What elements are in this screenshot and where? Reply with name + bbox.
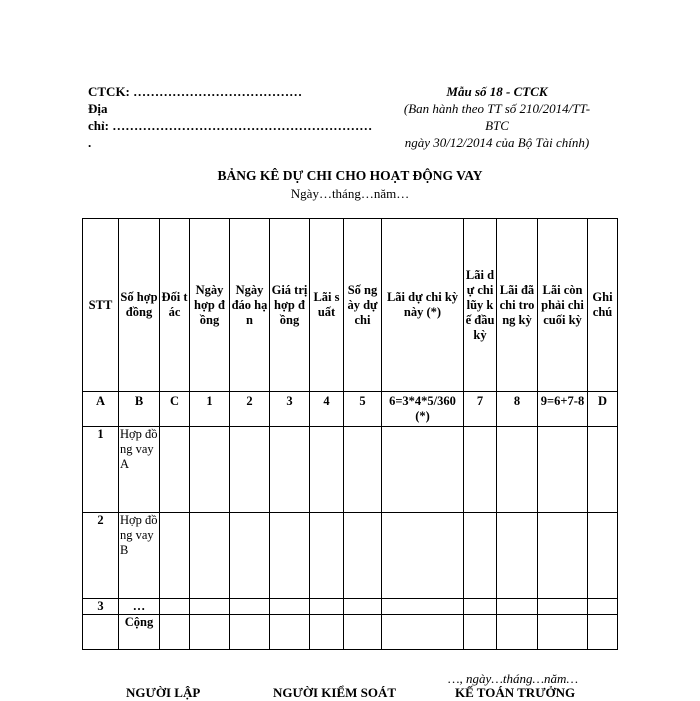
signer-preparer: NGƯỜI LẬP	[126, 685, 201, 700]
form-number: Mẫu số 18 - CTCK	[446, 84, 548, 99]
sign-date: …, ngày…tháng…năm…	[448, 671, 579, 686]
address-line-2: chỉ: ……………………………………………………	[88, 118, 373, 133]
document-title: BẢNG KÊ DỰ CHI CHO HOẠT ĐỘNG VAY	[217, 168, 483, 183]
col-header: Ghi chú	[588, 219, 618, 392]
col-code: 6=3*4*5/360 (*)	[382, 392, 464, 427]
signer-chief-accountant: KẾ TOÁN TRƯỞNG	[455, 685, 576, 700]
row-stt: 2	[83, 513, 119, 599]
col-header: Số hợp đồng	[119, 219, 160, 392]
col-code: 1	[190, 392, 230, 427]
company-info	[88, 83, 378, 151]
table-row	[83, 599, 618, 615]
address-line-1: Địa	[88, 101, 108, 116]
col-code: C	[160, 392, 190, 427]
col-header: STT	[83, 219, 119, 392]
table-row	[83, 427, 618, 513]
col-header: Lãi còn phải chi cuối kỳ	[538, 219, 588, 392]
col-code: 5	[344, 392, 382, 427]
issued-line-1: (Ban hành theo TT số 210/2014/TT-	[403, 101, 591, 116]
row-contract-name: Hợp đồng vay A	[119, 427, 160, 513]
col-header: Lãi dự chi kỳ này (*)	[382, 219, 464, 392]
col-header: Số ngày dự chi	[344, 219, 382, 392]
row-contract-name: …	[119, 599, 160, 615]
code-row	[83, 392, 618, 427]
issued-line-2: BTC	[485, 118, 509, 133]
col-code: 7	[464, 392, 497, 427]
address-line-3: .	[88, 135, 92, 150]
col-header: Lãi đã chi trong kỳ	[497, 219, 538, 392]
col-code: A	[83, 392, 119, 427]
col-code: 2	[230, 392, 270, 427]
col-header: Đối tác	[160, 219, 190, 392]
row-stt: 1	[83, 427, 119, 513]
col-code: 3	[270, 392, 310, 427]
signer-controller: NGƯỜI KIỂM SOÁT	[273, 685, 397, 700]
col-code: B	[119, 392, 160, 427]
total-row	[83, 615, 618, 650]
form-info	[388, 83, 606, 151]
loan-expense-table	[82, 218, 618, 650]
company-line: CTCK: …………………………………	[88, 84, 303, 99]
col-code: 4	[310, 392, 344, 427]
row-stt: 3	[83, 599, 119, 615]
issued-line-3: ngày 30/12/2014 của Bộ Tài chính)	[404, 135, 590, 150]
col-code: D	[588, 392, 618, 427]
col-header: Lãi suất	[310, 219, 344, 392]
col-header: Giá trị hợp đồng	[270, 219, 310, 392]
col-header: Lãi dự chi lũy kế đầu kỳ	[464, 219, 497, 392]
table-row	[83, 513, 618, 599]
col-code: 9=6+7-8	[538, 392, 588, 427]
col-header: Ngày hợp đồng	[190, 219, 230, 392]
col-code: 8	[497, 392, 538, 427]
row-contract-name: Hợp đồng vay B	[119, 513, 160, 599]
document-date: Ngày…tháng…năm…	[290, 186, 410, 201]
total-label: Cộng	[119, 615, 160, 650]
header-row	[83, 219, 618, 392]
col-header: Ngày đáo hạn	[230, 219, 270, 392]
